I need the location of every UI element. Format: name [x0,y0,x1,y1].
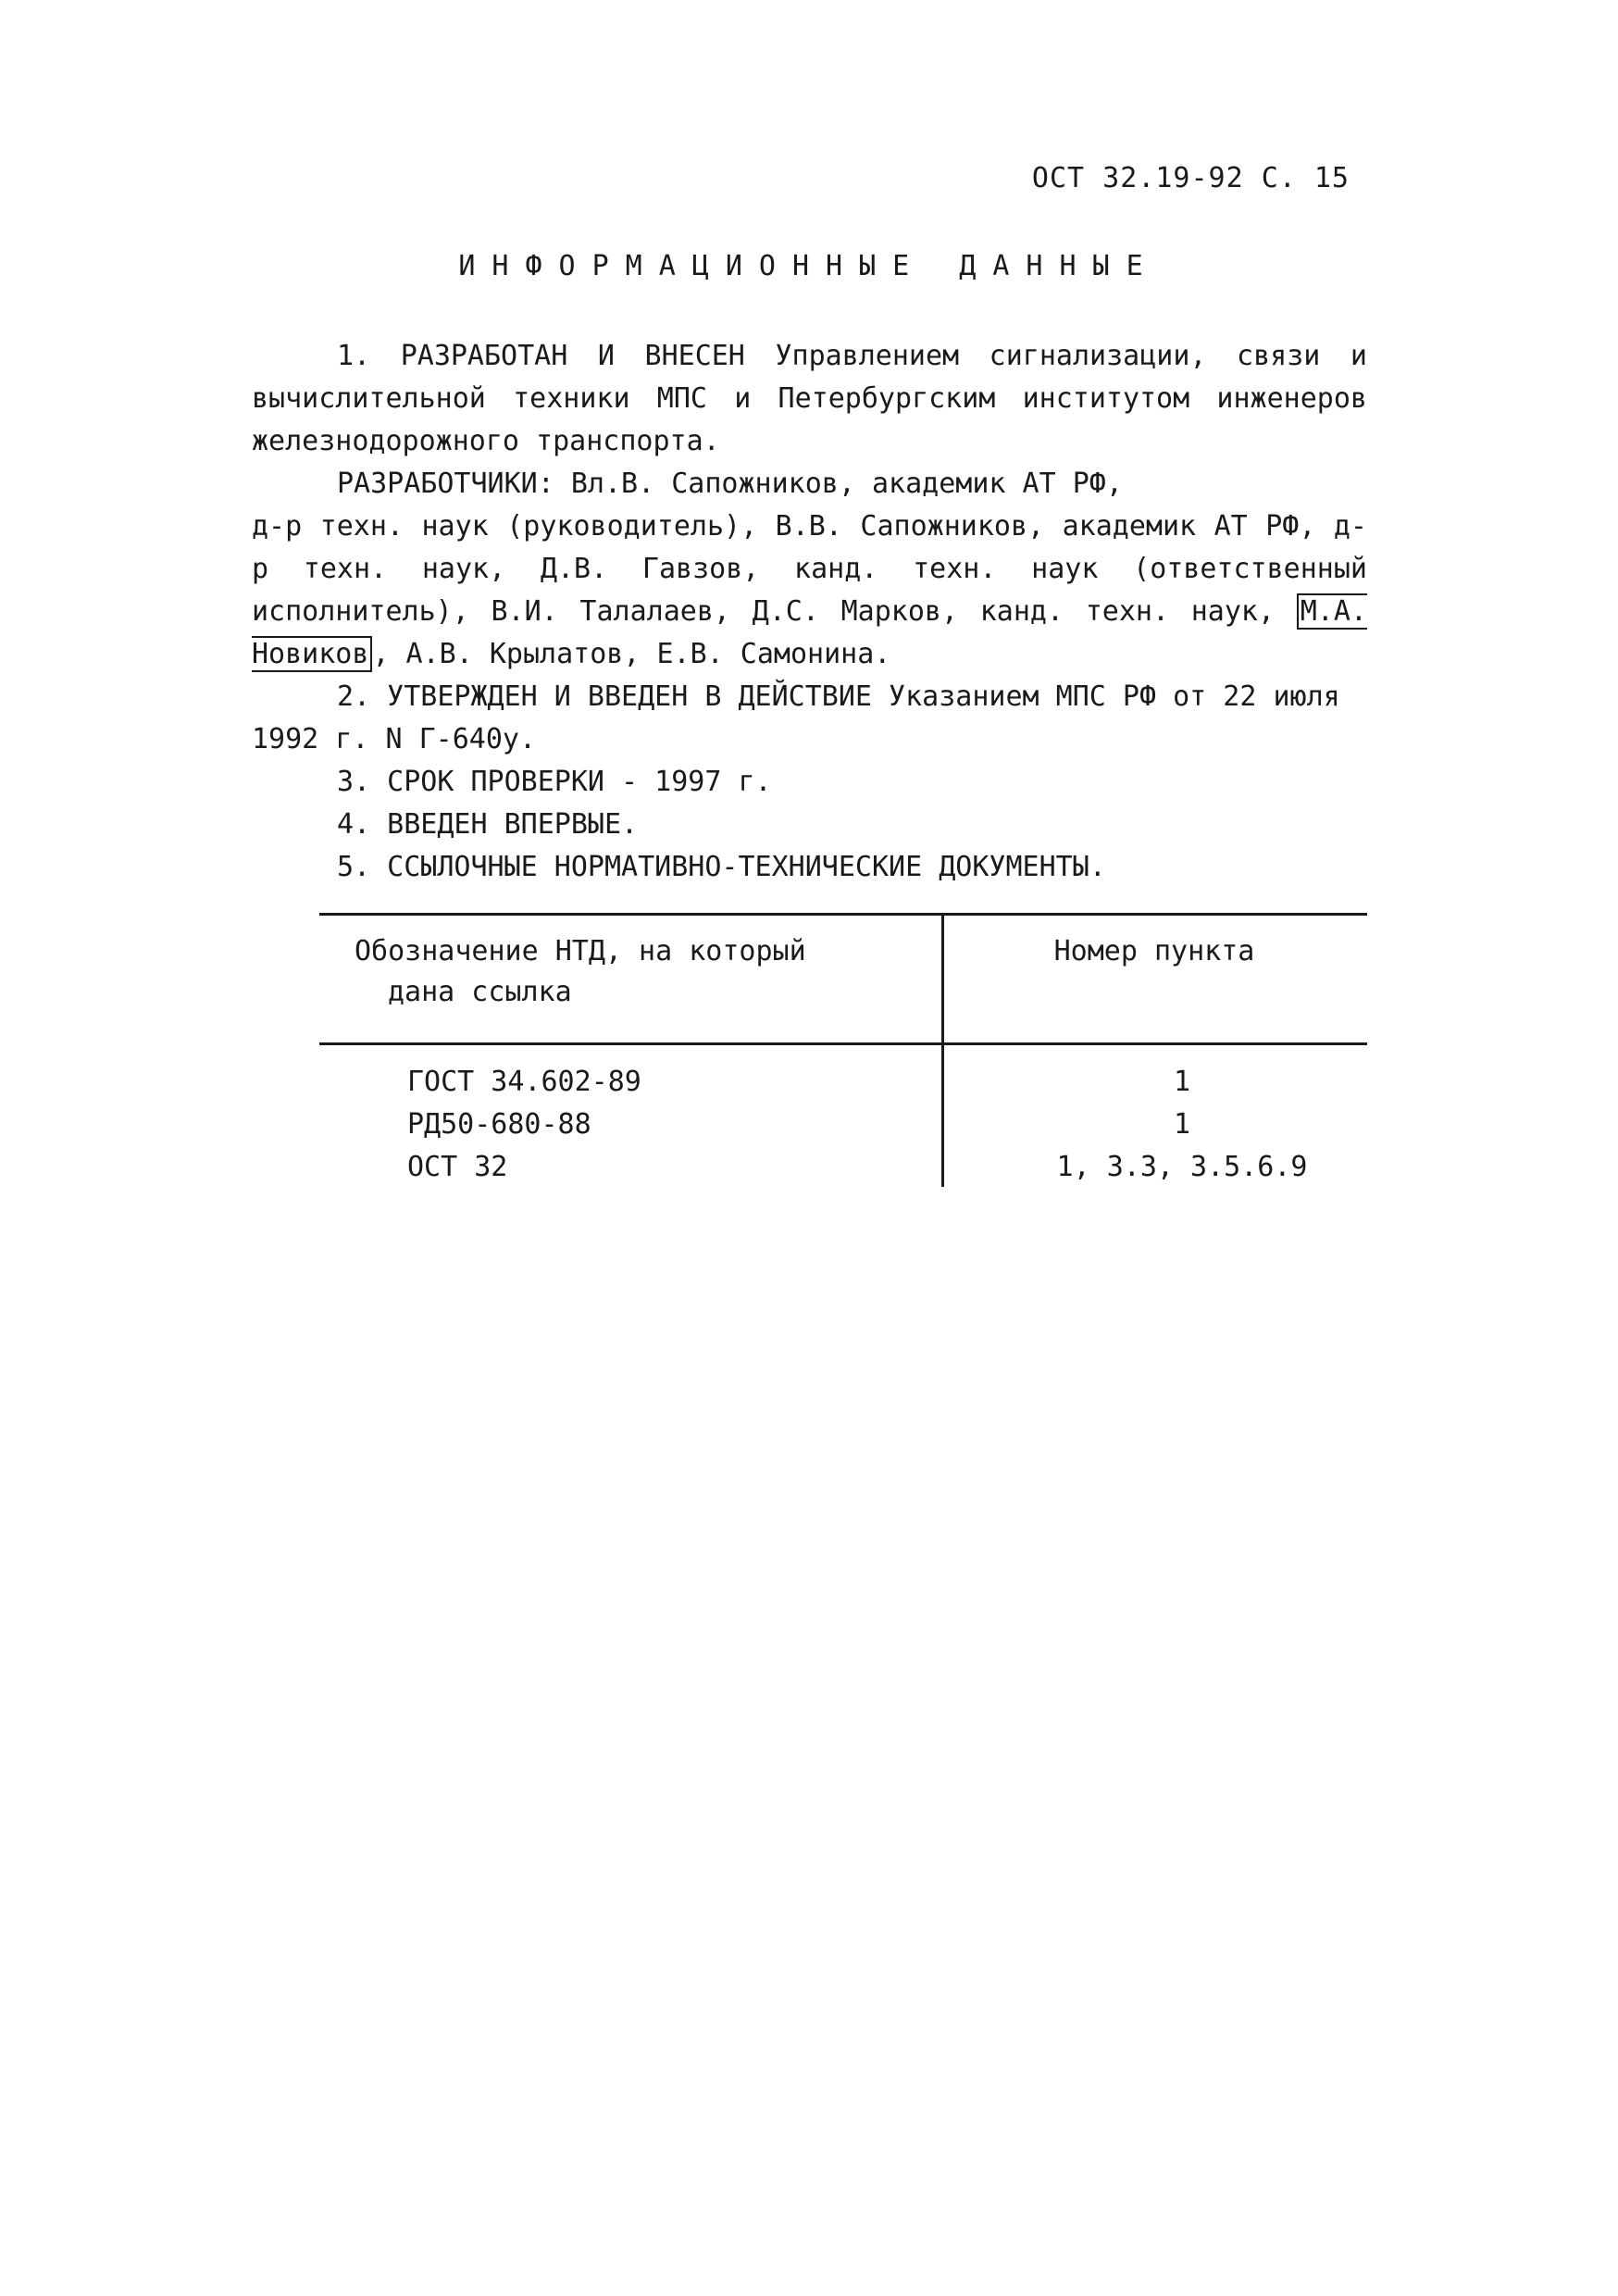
table-header-document-line-2: дана ссылка [388,976,572,1008]
table-cell-clause: 1 [1173,1108,1191,1141]
table-cell-document: ГОСТ 34.602-89 [407,1066,641,1098]
table-body [319,1061,1367,1189]
document-title: ИНФОРМАЦИОННЫЕ ДАННЫЕ [458,250,1160,282]
developers-lead: РАЗРАБОТЧИКИ: Вл.В. Сапожников, академик АТ РФ, [337,468,1123,500]
table-row [319,1061,1367,1104]
developers-text-end: , А.В. Крылатов, Е.В. Самонина. [372,638,891,670]
developers-text: д-р техн. наук (руководитель), В.В. Сапожников, академик АТ РФ, д-р техн. наук, Д.В. Гавзов, канд. техн. наук (ответственный исполнитель), В.И. Талалаев, Д.С. Марков, канд. техн. наук, [252,510,1367,628]
boxed-name: М.А. Новиков [252,595,1367,670]
table-cell-clause: 1 [1173,1066,1191,1098]
item-3: 3. СРОК ПРОВЕРКИ - 1997 г. [337,766,772,798]
table-cell-document: РД50-680-88 [407,1108,591,1141]
table-header-clause: Номер пункта [1053,935,1255,967]
item-2-line-2: 1992 г. N Г-640у. [252,723,537,755]
table-row [319,1104,1367,1146]
table-row [319,1146,1367,1189]
table-top-rule [319,913,1367,916]
section-1-paragraph: 1. РАЗРАБОТАН И ВНЕСЕН Управлением сигнализации, связи и вычислительной техники МПС и Петербургским институтом инженеров железнодорожного транспорта. [252,340,1367,457]
page-reference: ОСТ 32.19-92 С. 15 [1031,162,1350,194]
item-4: 4. ВВЕДЕН ВПЕРВЫЕ. [337,808,639,841]
document-body [252,335,1367,889]
item-2-line-1: 2. УТВЕРЖДЕН И ВВЕДЕН В ДЕЙСТВИЕ Указанием МПС РФ от 22 июля [337,680,1340,713]
table-header-document-line-1: Обозначение НТД, на который [355,935,806,967]
table-cell-document: ОСТ 32 [407,1151,508,1183]
table-header-document [355,931,910,1013]
developers-paragraph [252,505,1367,676]
item-5: 5. ССЫЛОЧНЫЕ НОРМАТИВНО-ТЕХНИЧЕСКИЕ ДОКУМЕНТЫ. [337,851,1106,883]
table-header-rule [319,1042,1367,1045]
table-cell-clause: 1, 3.3, 3.5.6.9 [1056,1151,1308,1183]
